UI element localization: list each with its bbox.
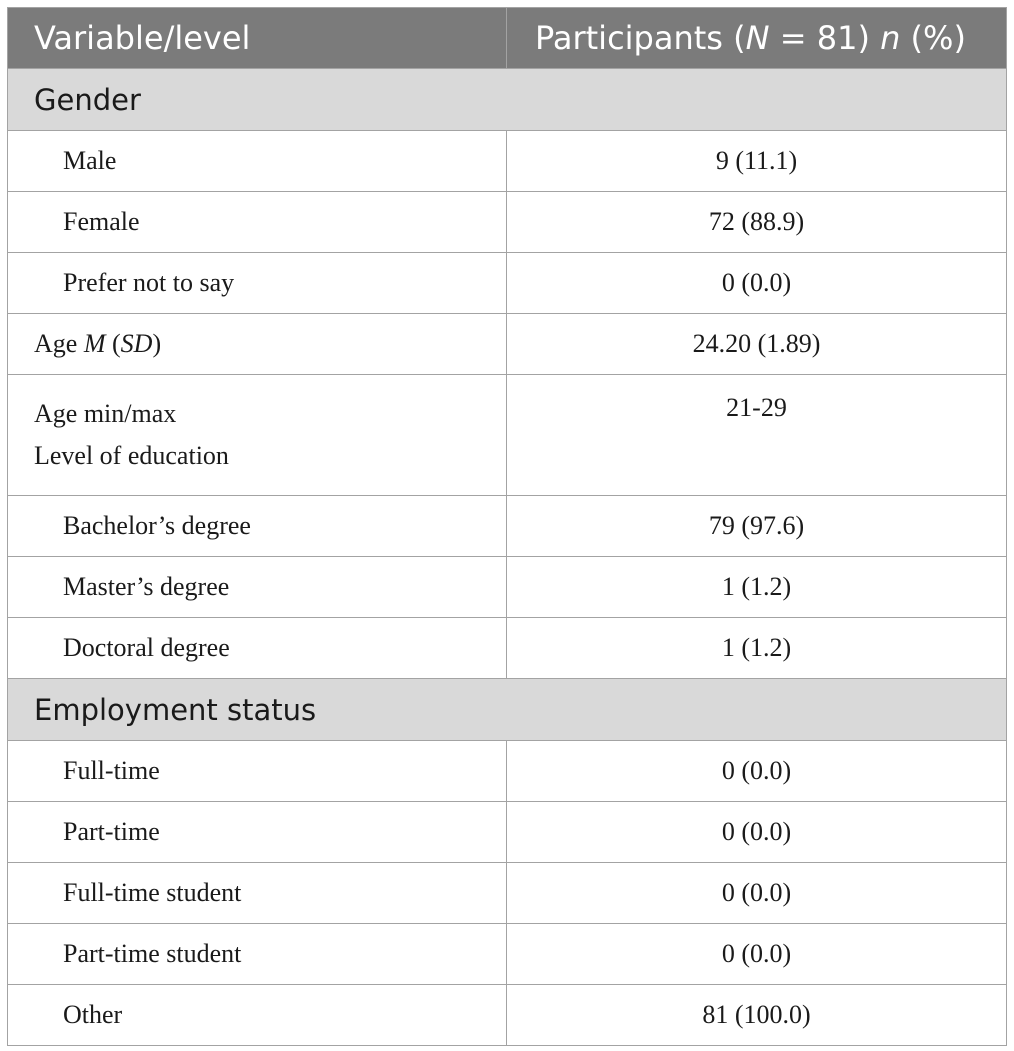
table-row (8, 131, 1007, 192)
section-title: Employment status (8, 679, 1007, 741)
row-value: 1 (1.2) (507, 618, 1007, 679)
row-label: Male (8, 131, 507, 192)
row-value: 79 (97.6) (507, 496, 1007, 557)
row-value: 81 (100.0) (507, 985, 1007, 1046)
table-row-age-mean (8, 314, 1007, 375)
demographics-table (7, 7, 1007, 1046)
section-employment (8, 679, 1007, 741)
table-row (8, 985, 1007, 1046)
row-label: Other (8, 985, 507, 1046)
table-row-age-range (8, 375, 1007, 496)
row-label: Full-time (8, 741, 507, 802)
table-row (8, 863, 1007, 924)
table-row (8, 924, 1007, 985)
row-label: Bachelor’s degree (8, 496, 507, 557)
table-row (8, 253, 1007, 314)
table-header-row (8, 8, 1007, 69)
row-label: Age M (SD) (8, 314, 507, 375)
row-label: Part-time (8, 802, 507, 863)
age-range-label: Age min/max (34, 399, 177, 428)
row-value: 0 (0.0) (507, 741, 1007, 802)
section-gender (8, 69, 1007, 131)
row-value: 72 (88.9) (507, 192, 1007, 253)
section-title: Gender (8, 69, 1007, 131)
table-row (8, 618, 1007, 679)
table-row (8, 496, 1007, 557)
row-value: 1 (1.2) (507, 557, 1007, 618)
education-title: Level of education (34, 441, 229, 470)
row-label: Prefer not to say (8, 253, 507, 314)
table-row (8, 192, 1007, 253)
row-label: Full-time student (8, 863, 507, 924)
row-label: Female (8, 192, 507, 253)
row-value: 0 (0.0) (507, 924, 1007, 985)
table-row (8, 802, 1007, 863)
table-row (8, 741, 1007, 802)
row-label: Master’s degree (8, 557, 507, 618)
row-value: 0 (0.0) (507, 863, 1007, 924)
row-value: 0 (0.0) (507, 802, 1007, 863)
header-variable-level: Variable/level (8, 8, 507, 69)
row-value: 0 (0.0) (507, 253, 1007, 314)
row-value: 24.20 (1.89) (507, 314, 1007, 375)
row-label: Part-time student (8, 924, 507, 985)
row-label (8, 375, 507, 496)
row-label: Doctoral degree (8, 618, 507, 679)
header-participants: Participants (N = 81) n (%) (507, 8, 1007, 69)
row-value: 21-29 (507, 375, 1007, 496)
table-row (8, 557, 1007, 618)
row-value: 9 (11.1) (507, 131, 1007, 192)
